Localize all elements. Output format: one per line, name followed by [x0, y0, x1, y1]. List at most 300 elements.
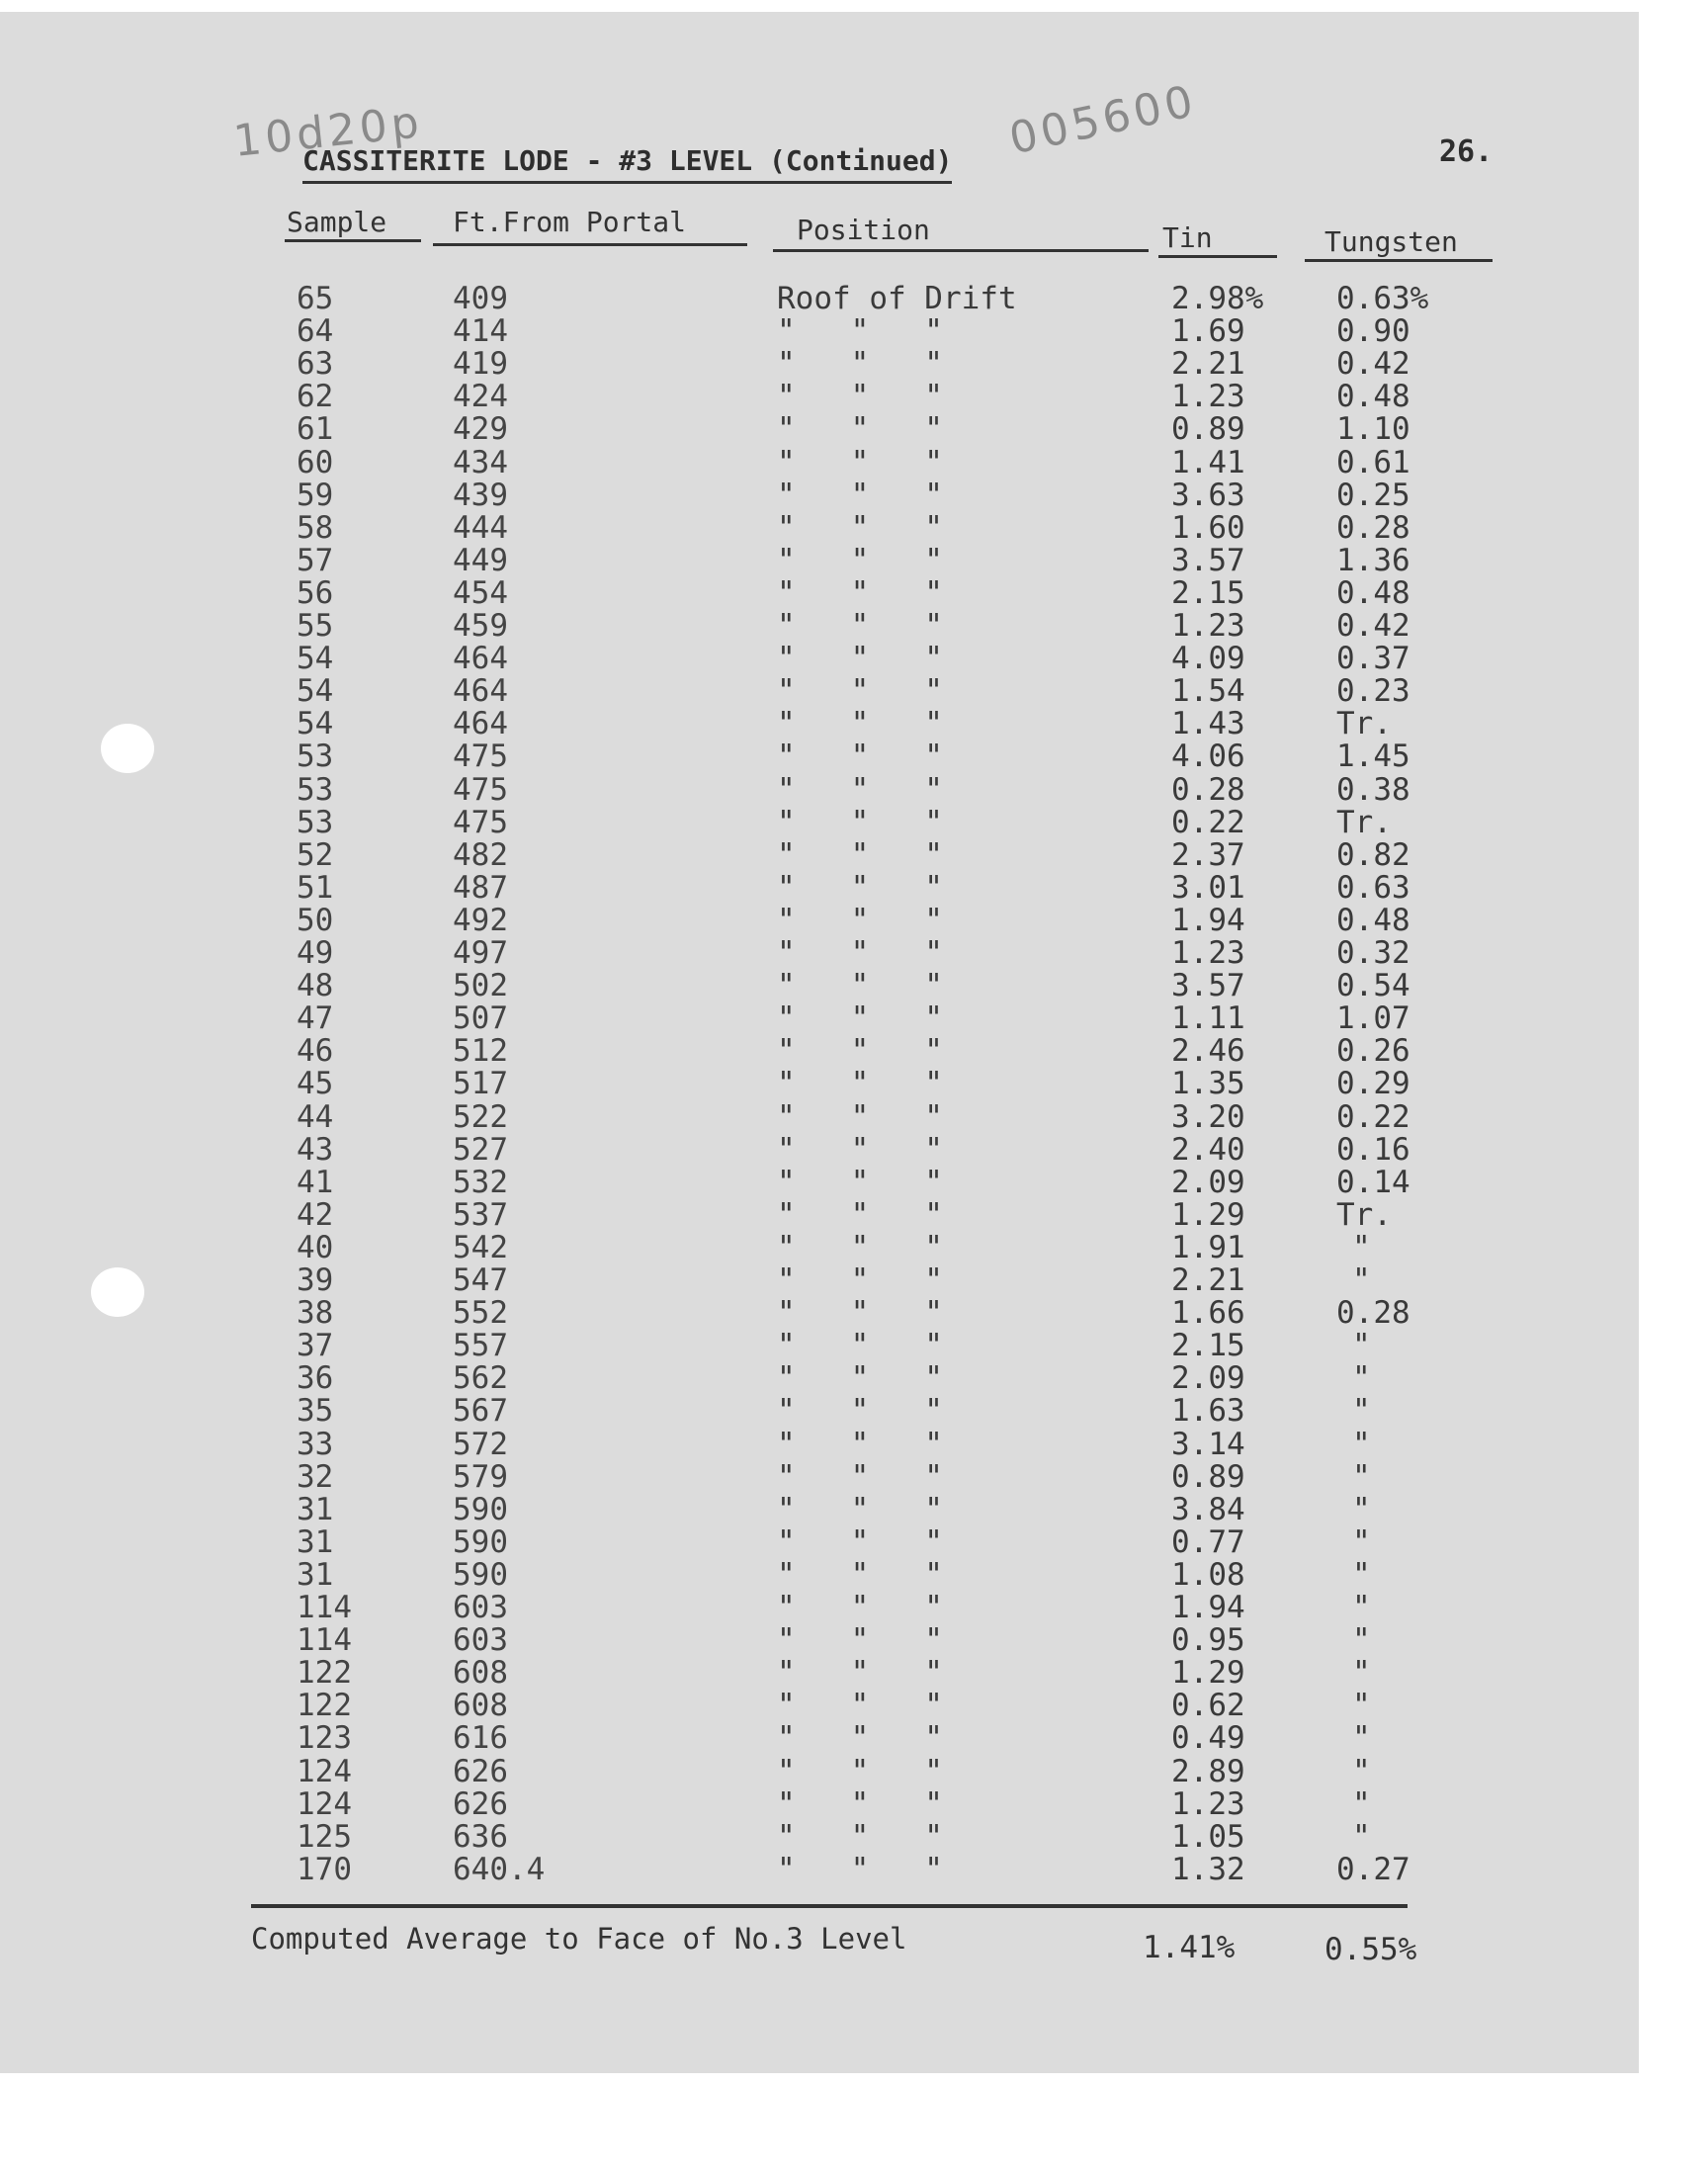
table-row — [0, 1622, 1639, 1659]
ft-from-portal-cell: 608 — [453, 1688, 508, 1724]
tungsten-cell: " — [1352, 1720, 1371, 1757]
tungsten-cell: 0.32 — [1336, 935, 1410, 971]
position-cell: " " " — [777, 1066, 943, 1102]
sample-cell: 43 — [297, 1131, 334, 1168]
ft-from-portal-cell: 590 — [453, 1491, 508, 1527]
position-cell: " " " — [777, 1753, 943, 1789]
ft-from-portal-cell: 419 — [453, 346, 508, 383]
position-cell: " " " — [777, 1196, 943, 1233]
tungsten-cell: " — [1352, 1426, 1371, 1462]
total-rule — [251, 1904, 1408, 1908]
sample-cell: 48 — [297, 968, 334, 1004]
tungsten-cell: " — [1352, 1328, 1371, 1364]
sample-cell: 51 — [297, 869, 334, 906]
tin-cell: 2.21 — [1171, 346, 1245, 383]
tin-cell: 0.77 — [1171, 1523, 1245, 1560]
tin-cell: 1.60 — [1171, 509, 1245, 546]
ft-from-portal-cell: 567 — [453, 1393, 508, 1430]
tin-cell: 4.06 — [1171, 739, 1245, 775]
position-cell: " " " — [777, 379, 943, 415]
ft-from-portal-cell: 626 — [453, 1753, 508, 1789]
sample-cell: 122 — [297, 1688, 352, 1724]
sample-cell: 37 — [297, 1328, 334, 1364]
table-row — [0, 1523, 1639, 1560]
ft-from-portal-cell: 636 — [453, 1818, 508, 1855]
tin-cell: 1.29 — [1171, 1196, 1245, 1233]
sample-cell: 47 — [297, 1000, 334, 1037]
tin-cell: 2.46 — [1171, 1033, 1245, 1070]
table-row — [0, 771, 1639, 808]
ft-from-portal-cell: 552 — [453, 1295, 508, 1332]
ft-from-portal-cell: 572 — [453, 1426, 508, 1462]
table-row — [0, 1785, 1639, 1822]
position-cell: " " " — [777, 739, 943, 775]
position-cell: " " " — [777, 574, 943, 611]
ft-from-portal-cell: 537 — [453, 1196, 508, 1233]
tungsten-cell: 0.48 — [1336, 574, 1410, 611]
table-row — [0, 935, 1639, 971]
tungsten-cell: 0.28 — [1336, 1295, 1410, 1332]
sample-cell: 125 — [297, 1818, 352, 1855]
table-row — [0, 1818, 1639, 1855]
document-page — [0, 12, 1639, 2073]
sample-cell: 36 — [297, 1360, 334, 1397]
sample-cell: 60 — [297, 444, 334, 480]
tin-cell: 1.54 — [1171, 673, 1245, 710]
position-cell: " " " — [777, 968, 943, 1004]
tin-cell: 3.63 — [1171, 477, 1245, 513]
ft-from-portal-cell: 487 — [453, 869, 508, 906]
sample-cell: 114 — [297, 1622, 352, 1659]
column-header-position: Position — [797, 214, 930, 246]
tin-cell: 2.09 — [1171, 1360, 1245, 1397]
position-cell: " " " — [777, 1590, 943, 1625]
position-cell: " " " — [777, 1229, 943, 1265]
sample-cell: 38 — [297, 1295, 334, 1332]
table-row — [0, 1131, 1639, 1168]
tungsten-cell: Tr. — [1336, 706, 1392, 742]
ft-from-portal-cell: 502 — [453, 968, 508, 1004]
tungsten-cell: " — [1352, 1655, 1371, 1692]
table-row — [0, 1360, 1639, 1397]
sample-cell: 35 — [297, 1393, 334, 1430]
table-row — [0, 542, 1639, 578]
position-cell: " " " — [777, 1458, 943, 1495]
position-cell: " " " — [777, 1328, 943, 1364]
sample-cell: 54 — [297, 673, 334, 710]
tungsten-cell: " — [1352, 1688, 1371, 1724]
tungsten-cell: 0.42 — [1336, 608, 1410, 644]
table-row — [0, 1590, 1639, 1625]
tungsten-cell: " — [1352, 1523, 1371, 1560]
table-row — [0, 281, 1639, 316]
ft-from-portal-cell: 409 — [453, 281, 508, 316]
position-cell: " " " — [777, 673, 943, 710]
position-cell: " " " — [777, 1491, 943, 1527]
position-cell: " " " — [777, 1262, 943, 1298]
tungsten-cell: " — [1352, 1491, 1371, 1527]
position-cell: " " " — [777, 836, 943, 873]
tin-cell: 0.28 — [1171, 771, 1245, 808]
table-row — [0, 445, 1639, 478]
header-rule — [1158, 255, 1277, 258]
header-rule — [433, 243, 747, 246]
position-cell: " " " — [777, 444, 943, 480]
sample-cell: 53 — [297, 771, 334, 808]
sample-cell: 32 — [297, 1458, 334, 1495]
table-row — [0, 869, 1639, 906]
sample-cell: 53 — [297, 804, 334, 840]
tungsten-cell: 1.45 — [1336, 739, 1410, 775]
ft-from-portal-cell: 590 — [453, 1523, 508, 1560]
tungsten-cell: " — [1352, 1360, 1371, 1397]
tin-cell: 2.37 — [1171, 836, 1245, 873]
tungsten-cell: " — [1352, 1753, 1371, 1789]
position-cell: " " " — [777, 771, 943, 808]
position-cell: " " " — [777, 1360, 943, 1397]
position-cell: " " " — [777, 1851, 943, 1887]
table-row — [0, 968, 1639, 1004]
table-row — [0, 641, 1639, 677]
tungsten-cell: 0.54 — [1336, 968, 1410, 1004]
tin-cell: 3.14 — [1171, 1426, 1245, 1462]
table-row — [0, 902, 1639, 938]
tungsten-cell: " — [1352, 1590, 1371, 1625]
ft-from-portal-cell: 557 — [453, 1328, 508, 1364]
table-row — [0, 1328, 1639, 1364]
tin-cell: 2.15 — [1171, 574, 1245, 611]
tin-cell: 3.01 — [1171, 869, 1245, 906]
tin-cell: 1.35 — [1171, 1066, 1245, 1102]
table-row — [0, 1098, 1639, 1135]
ft-from-portal-cell: 475 — [453, 771, 508, 808]
position-cell: " " " — [777, 1033, 943, 1070]
sample-cell: 55 — [297, 608, 334, 644]
tin-cell: 2.09 — [1171, 1164, 1245, 1200]
ft-from-portal-cell: 497 — [453, 935, 508, 971]
tin-cell: 4.09 — [1171, 641, 1245, 677]
tin-cell: 3.57 — [1171, 968, 1245, 1004]
tin-cell: 2.40 — [1171, 1131, 1245, 1168]
sample-cell: 59 — [297, 477, 334, 513]
ft-from-portal-cell: 517 — [453, 1066, 508, 1102]
sample-cell: 54 — [297, 706, 334, 742]
table-row — [0, 1720, 1639, 1757]
sample-cell: 41 — [297, 1164, 334, 1200]
tungsten-cell: 0.63% — [1336, 281, 1429, 316]
table-row — [0, 1688, 1639, 1724]
tin-cell: 2.21 — [1171, 1262, 1245, 1298]
tin-cell: 2.15 — [1171, 1328, 1245, 1364]
tungsten-cell: " — [1352, 1229, 1371, 1265]
tin-cell: 2.98% — [1171, 281, 1264, 316]
ft-from-portal-cell: 492 — [453, 902, 508, 938]
tin-cell: 1.23 — [1171, 935, 1245, 971]
column-header-tungsten: Tungsten — [1324, 225, 1458, 258]
sample-cell: 45 — [297, 1066, 334, 1102]
ft-from-portal-cell: 464 — [453, 673, 508, 710]
sample-cell: 46 — [297, 1033, 334, 1070]
header-rule — [773, 249, 1149, 252]
tin-cell: 1.66 — [1171, 1295, 1245, 1332]
tin-cell: 1.32 — [1171, 1851, 1245, 1887]
stamp-number-left: 10d20p — [230, 97, 425, 167]
sample-cell: 31 — [297, 1556, 334, 1593]
ft-from-portal-cell: 603 — [453, 1590, 508, 1625]
tin-cell: 1.41 — [1171, 444, 1245, 480]
tungsten-cell: 0.27 — [1336, 1851, 1410, 1887]
tungsten-cell: " — [1352, 1622, 1371, 1659]
tungsten-cell: 0.82 — [1336, 836, 1410, 873]
sample-cell: 40 — [297, 1229, 334, 1265]
tin-cell: 1.05 — [1171, 1818, 1245, 1855]
position-cell: " " " — [777, 1523, 943, 1560]
table-row — [0, 673, 1639, 710]
table-row — [0, 1033, 1639, 1070]
tungsten-cell: 0.38 — [1336, 771, 1410, 808]
ft-from-portal-cell: 603 — [453, 1622, 508, 1659]
tungsten-cell: 0.42 — [1336, 346, 1410, 383]
table-row — [0, 739, 1639, 775]
ft-from-portal-cell: 532 — [453, 1164, 508, 1200]
sample-cell: 63 — [297, 346, 334, 383]
ft-from-portal-cell: 527 — [453, 1131, 508, 1168]
ft-from-portal-cell: 507 — [453, 1000, 508, 1037]
sample-cell: 57 — [297, 542, 334, 578]
ft-from-portal-cell: 439 — [453, 477, 508, 513]
tin-cell: 3.84 — [1171, 1491, 1245, 1527]
tin-cell: 0.95 — [1171, 1622, 1245, 1659]
position-cell: " " " — [777, 411, 943, 448]
position-cell: " " " — [777, 1720, 943, 1757]
sample-cell: 122 — [297, 1655, 352, 1692]
header-rule — [1305, 259, 1493, 262]
tin-cell: 1.63 — [1171, 1393, 1245, 1430]
ft-from-portal-cell: 449 — [453, 542, 508, 578]
table-row — [0, 1393, 1639, 1430]
sample-cell: 123 — [297, 1720, 352, 1757]
tin-cell: 1.94 — [1171, 902, 1245, 938]
sample-cell: 52 — [297, 836, 334, 873]
ft-from-portal-cell: 608 — [453, 1655, 508, 1692]
tungsten-cell: " — [1352, 1556, 1371, 1593]
position-cell: " " " — [777, 509, 943, 546]
position-cell: " " " — [777, 869, 943, 906]
table-row — [0, 379, 1639, 415]
position-cell: " " " — [777, 542, 943, 578]
ft-from-portal-cell: 429 — [453, 411, 508, 448]
sample-cell: 114 — [297, 1590, 352, 1625]
position-cell: " " " — [777, 477, 943, 513]
tin-cell: 1.23 — [1171, 1785, 1245, 1822]
sample-cell: 50 — [297, 902, 334, 938]
stamp-number-right: 005600 — [1004, 75, 1202, 165]
tin-cell: 0.49 — [1171, 1720, 1245, 1757]
table-row — [0, 346, 1639, 383]
table-row — [0, 1262, 1639, 1298]
tin-cell: 0.89 — [1171, 1458, 1245, 1495]
ft-from-portal-cell: 414 — [453, 313, 508, 350]
table-row — [0, 804, 1639, 840]
ft-from-portal-cell: 626 — [453, 1785, 508, 1822]
tungsten-cell: 0.25 — [1336, 477, 1410, 513]
ft-from-portal-cell: 434 — [453, 444, 508, 480]
tungsten-cell: 0.23 — [1336, 673, 1410, 710]
position-cell: " " " — [777, 1426, 943, 1462]
tin-cell: 0.22 — [1171, 804, 1245, 840]
table-row — [0, 411, 1639, 448]
tungsten-cell: 0.16 — [1336, 1131, 1410, 1168]
position-cell: Roof of Drift — [777, 281, 1017, 316]
ft-from-portal-cell: 482 — [453, 836, 508, 873]
position-cell: " " " — [777, 346, 943, 383]
tungsten-cell: 0.90 — [1336, 313, 1410, 350]
ft-from-portal-cell: 547 — [453, 1262, 508, 1298]
sample-cell: 62 — [297, 379, 334, 415]
tungsten-cell: 0.37 — [1336, 641, 1410, 677]
computed-average-tungsten: 0.55% — [1324, 1932, 1417, 1967]
tungsten-cell: 0.22 — [1336, 1098, 1410, 1135]
ft-from-portal-cell: 542 — [453, 1229, 508, 1265]
position-cell: " " " — [777, 1622, 943, 1659]
table-row — [0, 1556, 1639, 1593]
position-cell: " " " — [777, 804, 943, 840]
computed-average-label: Computed Average to Face of No.3 Level — [251, 1922, 907, 1956]
table-row — [0, 1458, 1639, 1495]
tin-cell: 1.23 — [1171, 379, 1245, 415]
ft-from-portal-cell: 444 — [453, 509, 508, 546]
page-number: 26. — [1439, 134, 1494, 169]
sample-cell: 170 — [297, 1851, 352, 1887]
ft-from-portal-cell: 590 — [453, 1556, 508, 1593]
table-row — [0, 1000, 1639, 1037]
table-row — [0, 1066, 1639, 1102]
tungsten-cell: " — [1352, 1393, 1371, 1430]
sample-cell: 65 — [297, 281, 334, 316]
tin-cell: 1.23 — [1171, 608, 1245, 644]
position-cell: " " " — [777, 1688, 943, 1724]
tungsten-cell: Tr. — [1336, 804, 1392, 840]
table-row — [0, 477, 1639, 513]
sample-cell: 64 — [297, 313, 334, 350]
position-cell: " " " — [777, 1655, 943, 1692]
position-cell: " " " — [777, 608, 943, 644]
tin-cell: 1.29 — [1171, 1655, 1245, 1692]
position-cell: " " " — [777, 1818, 943, 1855]
sample-cell: 124 — [297, 1753, 352, 1789]
tungsten-cell: 1.07 — [1336, 1000, 1410, 1037]
tungsten-cell: 0.48 — [1336, 902, 1410, 938]
column-header-sample: Sample — [287, 206, 387, 238]
table-row — [0, 1655, 1639, 1692]
position-cell: " " " — [777, 1556, 943, 1593]
sample-cell: 58 — [297, 509, 334, 546]
sample-cell: 54 — [297, 641, 334, 677]
ft-from-portal-cell: 475 — [453, 739, 508, 775]
ft-from-portal-cell: 640.4 — [453, 1851, 546, 1887]
ft-from-portal-cell: 579 — [453, 1458, 508, 1495]
tungsten-cell: 0.14 — [1336, 1164, 1410, 1200]
table-row — [0, 836, 1639, 873]
table-row — [0, 1229, 1639, 1265]
sample-cell: 44 — [297, 1098, 334, 1135]
table-row — [0, 574, 1639, 611]
table-row — [0, 1753, 1639, 1789]
tungsten-cell: 0.26 — [1336, 1033, 1410, 1070]
ft-from-portal-cell: 512 — [453, 1033, 508, 1070]
table-row — [0, 1426, 1639, 1462]
tin-cell: 1.91 — [1171, 1229, 1245, 1265]
table-row — [0, 1491, 1639, 1527]
ft-from-portal-cell: 454 — [453, 574, 508, 611]
position-cell: " " " — [777, 706, 943, 742]
position-cell: " " " — [777, 1295, 943, 1332]
sample-cell: 33 — [297, 1426, 334, 1462]
position-cell: " " " — [777, 313, 943, 350]
tungsten-cell: 1.10 — [1336, 411, 1410, 448]
sample-cell: 53 — [297, 739, 334, 775]
position-cell: " " " — [777, 1164, 943, 1200]
tungsten-cell: 0.48 — [1336, 379, 1410, 415]
column-header-ft-from-portal: Ft.From Portal — [453, 206, 687, 238]
ft-from-portal-cell: 616 — [453, 1720, 508, 1757]
ft-from-portal-cell: 522 — [453, 1098, 508, 1135]
sample-cell: 56 — [297, 574, 334, 611]
tin-cell: 1.08 — [1171, 1556, 1245, 1593]
table-row — [0, 608, 1639, 644]
sample-cell: 49 — [297, 935, 334, 971]
tin-cell: 3.57 — [1171, 542, 1245, 578]
tungsten-cell: 0.63 — [1336, 869, 1410, 906]
tin-cell: 1.69 — [1171, 313, 1245, 350]
tungsten-cell: 0.29 — [1336, 1066, 1410, 1102]
ft-from-portal-cell: 464 — [453, 641, 508, 677]
table-row — [0, 706, 1639, 742]
tin-cell: 3.20 — [1171, 1098, 1245, 1135]
table-row — [0, 509, 1639, 546]
position-cell: " " " — [777, 1098, 943, 1135]
tin-cell: 1.94 — [1171, 1590, 1245, 1625]
position-cell: " " " — [777, 935, 943, 971]
tungsten-cell: 0.61 — [1336, 444, 1410, 480]
tungsten-cell: 0.28 — [1336, 509, 1410, 546]
tin-cell: 1.11 — [1171, 1000, 1245, 1037]
tungsten-cell: Tr. — [1336, 1196, 1392, 1233]
ft-from-portal-cell: 475 — [453, 804, 508, 840]
tin-cell: 2.89 — [1171, 1753, 1245, 1789]
ft-from-portal-cell: 464 — [453, 706, 508, 742]
position-cell: " " " — [777, 1785, 943, 1822]
sample-cell: 61 — [297, 411, 334, 448]
tungsten-cell: " — [1352, 1818, 1371, 1855]
header-rule — [285, 239, 421, 242]
table-row — [0, 313, 1639, 350]
tin-cell: 0.62 — [1171, 1688, 1245, 1724]
sample-cell: 39 — [297, 1262, 334, 1298]
column-header-tin: Tin — [1162, 221, 1213, 254]
table-row — [0, 1295, 1639, 1332]
tin-cell: 1.43 — [1171, 706, 1245, 742]
computed-average-tin: 1.41% — [1143, 1930, 1236, 1965]
position-cell: " " " — [777, 902, 943, 938]
tungsten-cell: " — [1352, 1785, 1371, 1822]
ft-from-portal-cell: 562 — [453, 1360, 508, 1397]
tungsten-cell: 1.36 — [1336, 542, 1410, 578]
ft-from-portal-cell: 459 — [453, 608, 508, 644]
table-row — [0, 1851, 1639, 1887]
sample-cell: 31 — [297, 1523, 334, 1560]
ft-from-portal-cell: 424 — [453, 379, 508, 415]
